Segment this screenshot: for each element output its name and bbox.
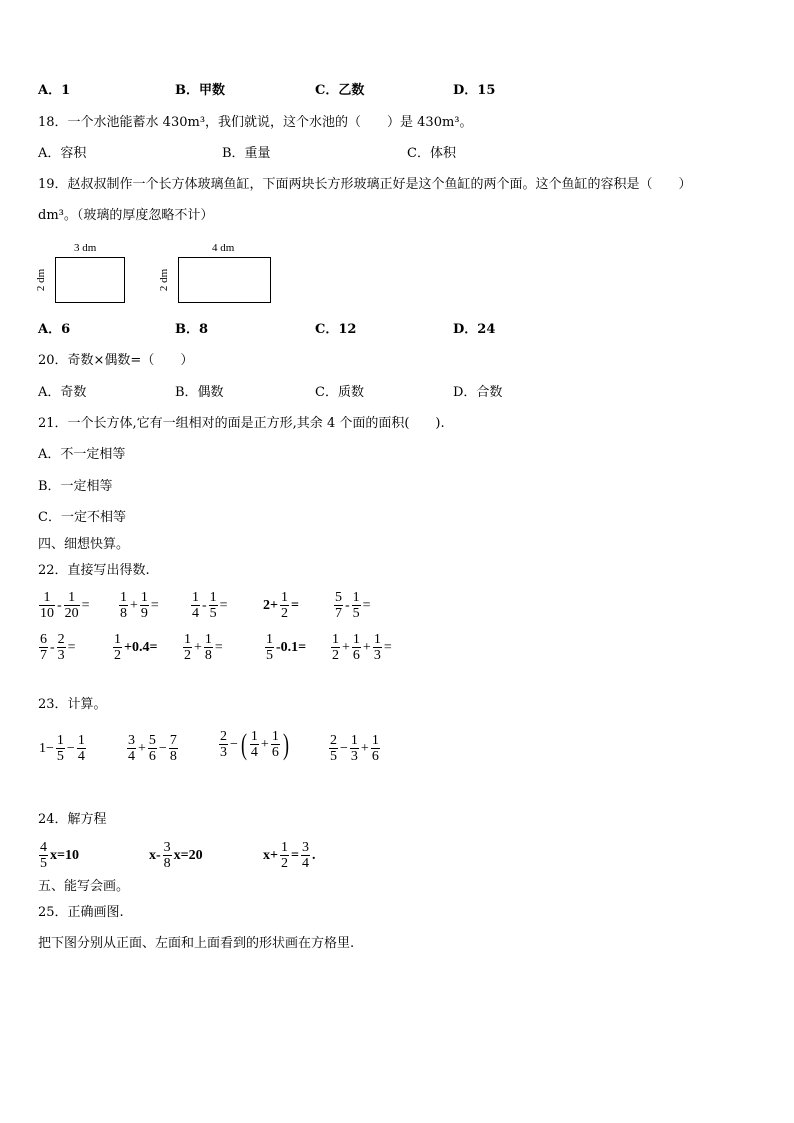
section-5-heading: 五、能写会画。	[38, 879, 130, 894]
q24-stem: 24．解方程	[38, 812, 107, 827]
fig2-side-label: 2 dm	[158, 268, 171, 292]
q22-expr-4: 2+ $\frac{1}{2}$ =	[263, 590, 299, 621]
q18-stem: 18．一个水池能蓄水 430m³，我们就说，这个水池的（ ）是 430m³。	[38, 115, 473, 130]
q23-expr-3: 2 3 − ( 1 4 + $\frac{1}{6}$ )	[220, 727, 289, 761]
q19-option-a: A．6	[38, 322, 71, 337]
q22-expr-9: 1 5 -0.1=	[266, 632, 307, 663]
q17-option-d: D．15	[453, 83, 496, 98]
q19-option-d: D．24	[453, 322, 496, 337]
q23-stem: 23．计算。	[38, 697, 107, 712]
q18-option-a: A．容积	[38, 146, 87, 161]
q24-equation-3: x+ $\frac{1}{2}$ = $\frac{3}{4}$ .	[263, 840, 316, 871]
q25-instruction: 把下图分别从正面、左面和上面看到的形状画在方格里.	[38, 936, 355, 951]
q20-option-d: D．合数	[453, 385, 503, 400]
q22-expr-6: 6 7 - $\frac{2}{3}$ =	[40, 632, 76, 663]
section-4-heading: 四、细想快算。	[38, 537, 130, 552]
q19-stem-line2: dm³。（玻璃的厚度忽略不计）	[38, 208, 214, 223]
q23-expr-1: 1− $\frac{1}{5}$ − $\frac{1}{4}$	[39, 733, 85, 764]
right-paren: )	[282, 727, 289, 761]
left-paren: (	[240, 727, 247, 761]
q22-expr-5: 5 7 - $\frac{1}{5}$ =	[335, 590, 371, 621]
q22-expr-7: 1 2 +0.4=	[114, 632, 158, 663]
q19-option-c: C．12	[315, 322, 357, 337]
fig1-top-label: 3 dm	[74, 242, 97, 254]
q20-option-a: A．奇数	[38, 385, 87, 400]
q17-option-c: C．乙数	[315, 83, 365, 98]
q17-option-b: B．甲数	[175, 83, 225, 98]
q18-option-b: B．重量	[222, 146, 271, 161]
q24-equation-1: 4 5 x=10	[40, 840, 79, 871]
q22-expr-8: 1 2 + $\frac{1}{8}$ =	[184, 632, 223, 663]
q18-option-c: C．体积	[407, 146, 456, 161]
q20-option-c: C．质数	[315, 385, 364, 400]
q22-stem: 22．直接写出得数.	[38, 563, 150, 578]
q22-expr-3: 1 4 - $\frac{1}{5}$ =	[192, 590, 228, 621]
q21-option-a: A．不一定相等	[38, 447, 126, 462]
q22-expr-10: 1 2 + $\frac{1}{6}$ + $\frac{1}{3}$ =	[332, 632, 392, 663]
fig2-rectangle	[178, 257, 271, 303]
q23-expr-4: 2 5 − $\frac{1}{3}$ + $\frac{1}{6}$	[330, 733, 379, 764]
q23-expr-2: 3 4 + $\frac{5}{6}$ − $\frac{7}{8}$	[128, 733, 177, 764]
q25-stem: 25．正确画图.	[38, 905, 124, 920]
q22-expr-2: 1 8 + $\frac{1}{9}$ =	[120, 590, 159, 621]
q21-option-b: B．一定相等	[38, 479, 113, 494]
q22-expr-1: 1 10 - $\frac{1}{20}$ =	[40, 590, 90, 621]
fig2-top-label: 4 dm	[212, 242, 235, 254]
q20-stem: 20．奇数×偶数=（ ）	[38, 353, 194, 368]
q20-option-b: B．偶数	[175, 385, 224, 400]
q17-option-a: A．1	[38, 83, 71, 98]
q19-stem-line1: 19．赵叔叔制作一个长方体玻璃鱼缸，下面两块长方形玻璃正好是这个鱼缸的两个面。这个鱼缸的容积是（ ）	[38, 177, 692, 192]
fig1-side-label: 2 dm	[35, 268, 48, 292]
q21-stem: 21．一个长方体,它有一组相对的面是正方形,其余 4 个面的面积( ).	[38, 416, 445, 431]
fig1-rectangle	[55, 257, 125, 303]
q19-option-b: B．8	[175, 322, 209, 337]
q24-equation-2: x- 3 8 x=20	[149, 840, 203, 871]
q21-option-c: C．一定不相等	[38, 510, 126, 525]
